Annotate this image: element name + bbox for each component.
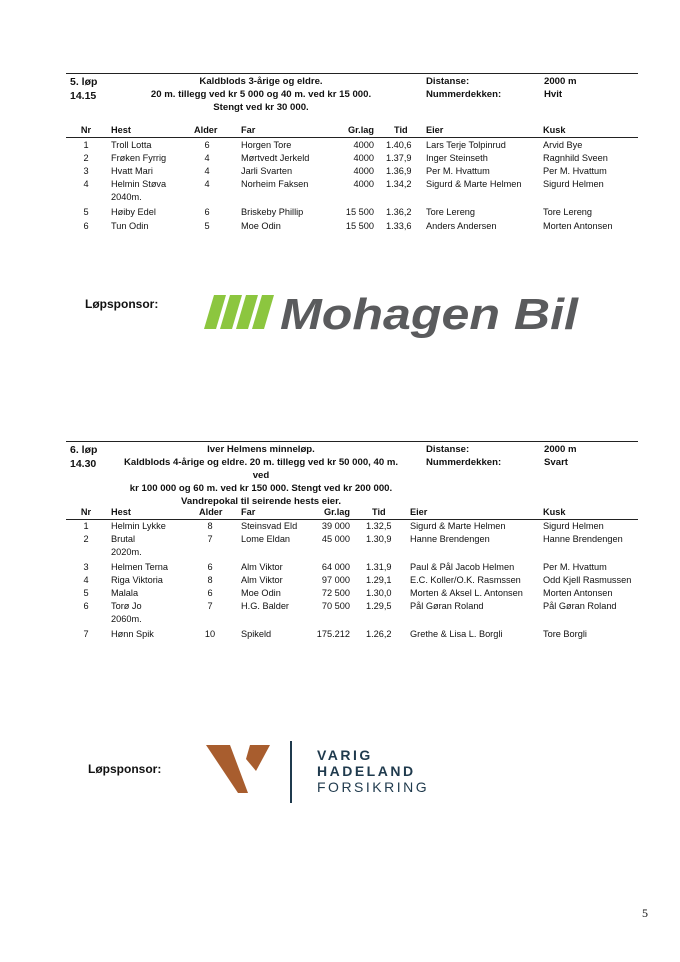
cell-tid: 1.36,9	[386, 166, 412, 176]
cell-eier: Sigurd & Marte Helmen	[410, 521, 506, 531]
col-eier: Eier	[426, 125, 444, 135]
race-top-rule	[66, 73, 638, 74]
cell-kusk: Per M. Hvattum	[543, 562, 607, 572]
cell-hest: Helmen Terna	[111, 562, 169, 572]
cell-kusk: Tore Lereng	[543, 207, 593, 217]
race-top-rule	[66, 441, 638, 442]
cell-far: Moe Odin	[241, 221, 281, 231]
cell-far: Norheim Faksen	[241, 179, 309, 189]
cell-alder: 4	[204, 153, 210, 163]
race-description-line: 20 m. tillegg ved kr 5 000 og 40 m. ved kr 15 000.	[150, 89, 372, 100]
col-nr: Nr	[80, 125, 92, 135]
cell-alder: 8	[207, 575, 213, 585]
cell-kusk: Pål Gøran Roland	[543, 601, 617, 611]
cell-far: Spikeld	[241, 629, 272, 639]
cell-kusk: Sigurd Helmen	[543, 521, 604, 531]
cell-hest: Høiby Edel	[111, 207, 156, 217]
cell-hest: Riga Viktoria	[111, 575, 163, 585]
col-alder: Alder	[199, 507, 223, 517]
col-nr: Nr	[80, 507, 92, 517]
cell-eier: E.C. Koller/O.K. Rasmssen	[410, 575, 521, 585]
mohagen-bil-wordmark: Mohagen Bil	[280, 294, 579, 339]
cell-grlag: 15 500	[345, 221, 374, 231]
table-header-rule	[66, 137, 638, 138]
cell-eier: Paul & Pål Jacob Helmen	[410, 562, 515, 572]
number-cover-value: Hvit	[544, 89, 563, 100]
cell-tid: 1.36,2	[386, 207, 412, 217]
col-eier: Eier	[410, 507, 428, 517]
cell-eier: Sigurd & Marte Helmen	[426, 179, 522, 189]
race-number: 5. løp	[70, 76, 98, 88]
distance-label: Distanse:	[426, 76, 470, 87]
col-grlag: Gr.lag	[323, 507, 350, 517]
cell-far: H.G. Balder	[241, 601, 289, 611]
cell-nr: 4	[83, 179, 89, 189]
cell-nr: 3	[83, 166, 89, 176]
hadeland-wordmark: HADELAND	[317, 763, 416, 779]
cell-alder: 6	[207, 588, 213, 598]
cell-hest: Tun Odin	[111, 221, 149, 231]
cell-tid: 1.29,1	[366, 575, 392, 585]
page-number: 5	[642, 906, 648, 920]
cell-nr: 7	[83, 629, 89, 639]
cell-handicap: 2060m.	[111, 614, 142, 624]
cell-tid: 1.30,9	[366, 534, 392, 544]
cell-tid: 1.26,2	[366, 629, 392, 639]
cell-handicap: 2040m.	[111, 192, 142, 202]
distance-value: 2000 m	[544, 444, 577, 455]
cell-tid: 1.37,9	[386, 153, 412, 163]
forsikring-wordmark: FORSIKRING	[317, 779, 430, 795]
cell-kusk: Morten Antonsen	[543, 221, 613, 231]
varig-hadeland-forsikring-logo	[206, 741, 456, 803]
cell-far: Lome Eldan	[241, 534, 291, 544]
cell-tid: 1.30,0	[366, 588, 392, 598]
cell-grlag: 72 500	[321, 588, 350, 598]
race-description	[126, 75, 396, 114]
cell-tid: 1.33,6	[386, 221, 412, 231]
cell-alder: 8	[207, 521, 213, 531]
cell-tid: 1.32,5	[366, 521, 392, 531]
cell-grlag: 64 000	[321, 562, 350, 572]
cell-grlag: 97 000	[321, 575, 350, 585]
cell-kusk: Per M. Hvattum	[543, 166, 607, 176]
distance-label: Distanse:	[426, 444, 470, 455]
cell-alder: 7	[207, 534, 213, 544]
race-time: 14.15	[70, 90, 97, 102]
cell-tid: 1.31,9	[366, 562, 392, 572]
cell-tid: 1.29,5	[366, 601, 392, 611]
cell-alder: 6	[207, 562, 213, 572]
cell-hest: Brutal	[111, 534, 136, 544]
race-description-line: kr 100 000 og 60 m. ved kr 150 000. Stengt ved kr 200 000.	[129, 483, 393, 494]
cell-grlag: 4000	[353, 179, 374, 189]
cell-eier: Hanne Brendengen	[410, 534, 490, 544]
cell-nr: 5	[83, 588, 89, 598]
mohagen-bil-logo	[204, 294, 584, 342]
cell-alder: 7	[207, 601, 213, 611]
cell-nr: 4	[83, 575, 89, 585]
number-cover-value: Svart	[544, 457, 568, 468]
cell-grlag: 45 000	[321, 534, 350, 544]
cell-alder: 4	[204, 179, 210, 189]
cell-eier: Inger Steinseth	[426, 153, 488, 163]
race-description-line: Vandrepokal til seirende hests eier.	[181, 496, 341, 507]
col-grlag: Gr.lag	[347, 125, 374, 135]
cell-kusk: Arvid Bye	[543, 140, 583, 150]
col-tid: Tid	[394, 125, 408, 135]
cell-grlag: 4000	[353, 166, 374, 176]
cell-kusk: Odd Kjell Rasmussen	[543, 575, 632, 585]
cell-grlag: 4000	[353, 140, 374, 150]
cell-nr: 2	[83, 534, 89, 544]
cell-far: Moe Odin	[241, 588, 281, 598]
race-time: 14.30	[70, 458, 97, 470]
sponsor-label: Løpsponsor:	[88, 762, 162, 776]
cell-grlag: 4000	[353, 153, 374, 163]
cell-far: Alm Viktor	[241, 562, 283, 572]
race-description	[116, 443, 406, 508]
col-alder: Alder	[194, 125, 218, 135]
cell-nr: 5	[83, 207, 89, 217]
race-5	[66, 73, 638, 243]
cell-hest: Helmin Støva	[111, 179, 167, 189]
cell-alder: 6	[204, 140, 210, 150]
cell-grlag: 15 500	[345, 207, 374, 217]
cell-tid: 1.34,2	[386, 179, 412, 189]
sponsor-label: Løpsponsor:	[85, 297, 159, 311]
cell-nr: 6	[83, 601, 89, 611]
cell-alder: 5	[204, 221, 210, 231]
cell-alder: 10	[204, 629, 216, 639]
col-far: Far	[241, 507, 256, 517]
number-cover-label: Nummerdekken:	[426, 457, 502, 468]
cell-grlag: 70 500	[321, 601, 350, 611]
stripes-icon	[204, 295, 274, 329]
cell-kusk: Sigurd Helmen	[543, 179, 604, 189]
cell-nr: 3	[83, 562, 89, 572]
cell-hest: Helmin Lykke	[111, 521, 166, 531]
cell-kusk: Morten Antonsen	[543, 588, 613, 598]
col-kusk: Kusk	[543, 125, 566, 135]
cell-nr: 6	[83, 221, 89, 231]
cell-alder: 4	[204, 166, 210, 176]
cell-hest: Frøken Fyrrig	[111, 153, 167, 163]
race-6	[66, 441, 638, 651]
cell-far: Mørtvedt Jerkeld	[241, 153, 310, 163]
cell-grlag: 39 000	[321, 521, 350, 531]
col-tid: Tid	[372, 507, 386, 517]
cell-far: Horgen Tore	[241, 140, 292, 150]
cell-kusk: Hanne Brendengen	[543, 534, 623, 544]
cell-hest: Hvatt Mari	[111, 166, 153, 176]
cell-eier: Anders Andersen	[426, 221, 497, 231]
cell-eier: Grethe & Lisa L. Borgli	[410, 629, 503, 639]
cell-alder: 6	[204, 207, 210, 217]
cell-nr: 1	[83, 521, 89, 531]
cell-tid: 1.40,6	[386, 140, 412, 150]
cell-far: Alm Viktor	[241, 575, 283, 585]
cell-eier: Tore Lereng	[426, 207, 476, 217]
cell-nr: 1	[83, 140, 89, 150]
cell-far: Jarli Svarten	[241, 166, 293, 176]
cell-kusk: Ragnhild Sveen	[543, 153, 608, 163]
col-far: Far	[241, 125, 256, 135]
logo-divider	[290, 741, 292, 803]
cell-far: Briskeby Phillip	[241, 207, 304, 217]
cell-eier: Per M. Hvattum	[426, 166, 490, 176]
number-cover-label: Nummerdekken:	[426, 89, 502, 100]
cell-handicap: 2020m.	[111, 547, 142, 557]
cell-far: Steinsvad Eld	[241, 521, 298, 531]
cell-eier: Lars Terje Tolpinrud	[426, 140, 506, 150]
cell-eier: Pål Gøran Roland	[410, 601, 484, 611]
race-number: 6. løp	[70, 444, 98, 456]
col-kusk: Kusk	[543, 507, 566, 517]
cell-grlag: 175.212	[316, 629, 350, 639]
race-description-line: Kaldblods 4-årige og eldre. 20 m. tillegg ved kr 50 000, 40 m. ved	[123, 457, 399, 481]
race-description-line: Kaldblods 3-årige og eldre.	[199, 76, 323, 87]
cell-hest: Troll Lotta	[111, 140, 152, 150]
race-description-line: Stengt ved kr 30 000.	[213, 102, 309, 113]
cell-kusk: Tore Borgli	[543, 629, 587, 639]
v-mark-icon	[206, 745, 270, 793]
cell-nr: 2	[83, 153, 89, 163]
varig-wordmark: VARIG	[317, 747, 373, 763]
cell-hest: Malala	[111, 588, 139, 598]
col-hest: Hest	[111, 507, 131, 517]
cell-hest: Torø Jo	[111, 601, 142, 611]
cell-hest: Hønn Spik	[111, 629, 154, 639]
distance-value: 2000 m	[544, 76, 577, 87]
cell-eier: Morten & Aksel L. Antonsen	[410, 588, 523, 598]
race-description-line: Iver Helmens minneløp.	[207, 444, 315, 455]
col-hest: Hest	[111, 125, 131, 135]
table-header-rule	[66, 519, 638, 520]
